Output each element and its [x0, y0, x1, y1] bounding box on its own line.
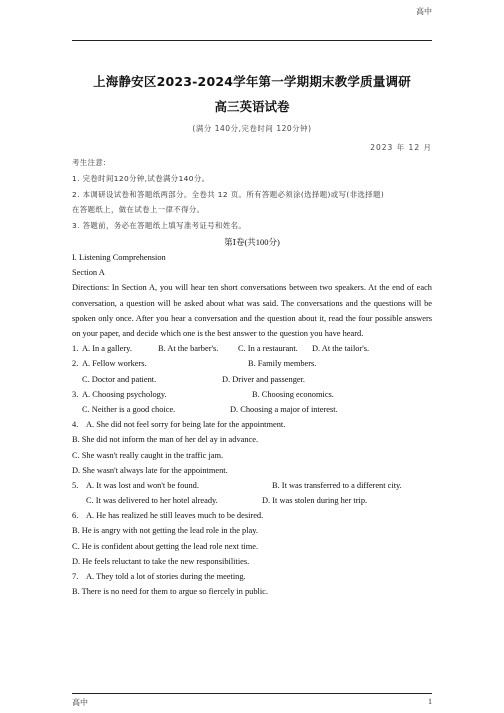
exam-subject-title: 高三英语试卷: [214, 99, 290, 114]
option-a: A. Choosing psychology.: [82, 389, 167, 399]
option-d: D. At the tailor's.: [312, 344, 370, 354]
question-6: [72, 508, 432, 523]
page-header: [0, 0, 504, 44]
question-number: 1.: [72, 344, 79, 354]
option-c: C. It was delivered to her hotel already.: [86, 496, 218, 506]
option-c: C. In a restaurant.: [238, 344, 298, 354]
question-5: [72, 478, 432, 493]
option-c: C. She wasn't really caught in the traffic jam.: [72, 450, 224, 460]
notes-item: 在答题纸上，做在试卷上一律不得分。: [72, 205, 205, 215]
option-d: D. Choosing a major of interest.: [230, 404, 338, 414]
option-a: A. Fellow workers.: [82, 359, 147, 369]
question-4: [72, 417, 432, 432]
option-b: B. At the barber's.: [158, 344, 219, 354]
option-b: B. Family members.: [248, 359, 317, 369]
question-3-cont: [72, 402, 432, 417]
question-1: [72, 341, 432, 356]
directions-paragraph: Directions: In Section A, you will hear ten short conversations between two speakers. At the end of each conversation, a question will be asked about what was said. The conversations and the questions will be spoken only once. After you hear a conversation and the question about it, read the four possible answers on your paper, and decide which one is the best answer to the question you have heard.: [72, 283, 432, 338]
candidate-notes: [72, 155, 432, 234]
option-a: A. In a gallery.: [82, 344, 132, 354]
question-4-opt-d: [72, 463, 432, 478]
question-7: [72, 569, 432, 584]
option-b: B. Choosing economics.: [252, 389, 334, 399]
question-6-opt-d: [72, 554, 432, 569]
option-b: B. There is no need for them to argue so fiercely in public.: [72, 587, 268, 597]
question-number: 6.: [72, 511, 79, 521]
question-number: 3.: [72, 389, 79, 399]
option-c: C. Doctor and patient.: [82, 374, 157, 384]
question-number: 7.: [72, 572, 79, 582]
exam-date: 2023 年 12 月: [370, 143, 432, 152]
notes-item: 1. 完卷时间120分钟,试卷满分140分。: [72, 173, 210, 183]
option-a: A. He has realized he still leaves much to be desired.: [86, 511, 264, 521]
notes-item: 3. 答题前，务必在答题纸上填写准考证号和姓名。: [72, 221, 247, 231]
question-7-opt-b: [72, 584, 432, 599]
option-b: B. It was transferred to a different city.: [272, 480, 402, 490]
option-c: C. He is confident about getting the lead role next time.: [72, 541, 259, 551]
option-b: B. She did not inform the man of her del ay in advance.: [72, 435, 259, 445]
option-a: A. She did not feel sorry for being late for the appointment.: [86, 420, 286, 430]
question-4-opt-c: [72, 448, 432, 463]
part-title: 第Ⅰ卷(共100分): [224, 236, 280, 247]
option-a: A. They told a lot of stories during the meeting.: [86, 572, 246, 582]
exam-title: 上海静安区2023-2024学年第一学期期末教学质量调研: [93, 74, 411, 89]
option-d: D. He feels reluctant to take the new responsibilities.: [72, 556, 250, 566]
exam-score-time: (满分 140分,完卷时间 120分钟): [192, 124, 312, 133]
question-6-opt-b: [72, 523, 432, 538]
option-d: D. It was stolen during her trip.: [262, 496, 368, 506]
listening-section: [72, 250, 432, 599]
notes-item: 2. 本调研设试卷和答题纸两部分。全卷共 12 页。所有答题必须涂(选择题)或写(非选择题): [72, 189, 385, 199]
exam-content: [72, 72, 432, 599]
footer-rule: [72, 693, 432, 694]
question-4-opt-b: [72, 432, 432, 447]
option-d: D. Driver and passenger.: [222, 374, 306, 384]
question-5-cont: [72, 493, 432, 508]
option-c: C. Neither is a good choice.: [82, 404, 176, 414]
footer-label: 高中: [72, 698, 88, 707]
section-a-heading: Section A: [72, 268, 105, 278]
question-number: 2.: [72, 359, 79, 369]
section-heading: I. Listening Comprehension: [72, 252, 166, 262]
option-b: B. He is angry with not getting the lead role in the play.: [72, 526, 258, 536]
question-2-cont: [72, 372, 432, 387]
question-number: 5.: [72, 480, 79, 490]
header-rule: [72, 40, 432, 41]
question-number: 4.: [72, 420, 79, 430]
option-d: D. She wasn't always late for the appointment.: [72, 465, 228, 475]
page-number: 1: [428, 697, 432, 706]
notes-heading: 考生注意:: [72, 158, 107, 167]
question-6-opt-c: [72, 539, 432, 554]
question-3: [72, 387, 432, 402]
option-a: A. It was lost and won't be found.: [86, 480, 199, 490]
header-label: 高中: [416, 7, 432, 16]
question-2: [72, 356, 432, 371]
